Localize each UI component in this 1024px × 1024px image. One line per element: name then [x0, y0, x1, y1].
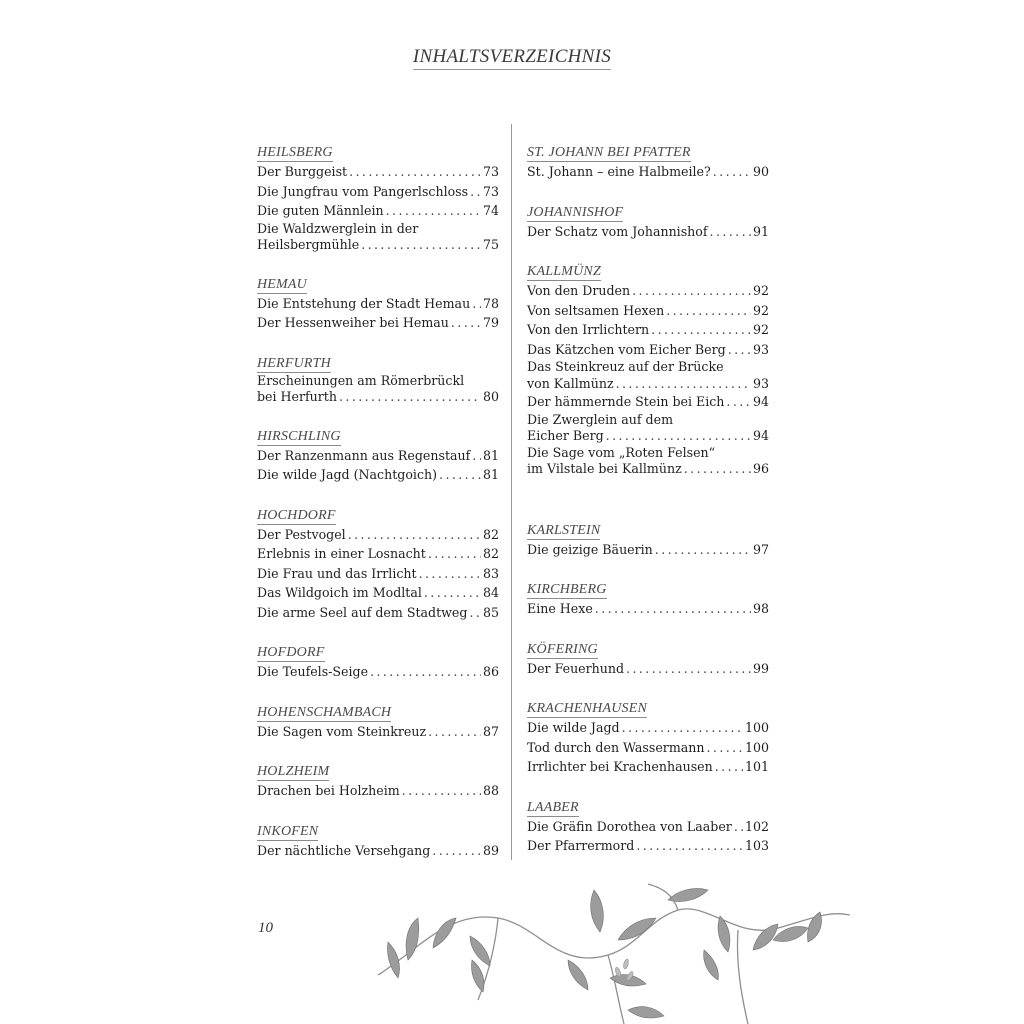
dot-leader [636, 836, 743, 856]
toc-entry[interactable] [257, 201, 499, 221]
entry-page-number: 74 [482, 203, 499, 218]
section-heading: HOCHDORF [257, 507, 336, 523]
dot-leader [349, 162, 481, 182]
entry-page-number: 88 [482, 783, 499, 798]
entry-page-number: 85 [482, 604, 499, 620]
entry-page-number: 81 [482, 447, 499, 463]
dot-leader [622, 718, 743, 738]
toc-entry[interactable] [527, 281, 769, 301]
dot-leader [606, 428, 751, 445]
section-heading: HIRSCHLING [257, 428, 341, 444]
section-heading: INKOFEN [257, 823, 319, 839]
page-title: INHALTSVERZEICHNIS [0, 46, 1024, 70]
entry-page-number: 75 [482, 237, 499, 252]
toc-entry[interactable] [257, 446, 499, 466]
entry-page-number: 84 [482, 585, 499, 600]
toc-entry[interactable] [257, 781, 499, 801]
dot-leader [472, 446, 481, 466]
entry-title-line: Die Waldzwerglein in der [257, 220, 419, 236]
entry-page-number: 100 [744, 720, 769, 735]
section-heading: HEMAU [257, 276, 307, 292]
dot-leader [651, 320, 751, 340]
entry-title: Die geizige Bäuerin [527, 541, 653, 557]
entry-title: Die wilde Jagd (Nachtgoich) [257, 467, 438, 482]
toc-entry[interactable] [527, 718, 769, 738]
dot-leader [451, 313, 481, 333]
toc-entry[interactable] [257, 221, 499, 254]
entry-page-number: 97 [752, 541, 769, 557]
toc-entry[interactable] [527, 320, 769, 340]
section-heading: KRACHENHAUSEN [527, 701, 648, 716]
toc-entry[interactable] [257, 313, 499, 333]
entry-title: Das Wildgoich im Modltal [257, 585, 422, 600]
toc-section-kallmunz [527, 263, 769, 478]
toc-section-hirschling [257, 428, 499, 485]
toc-section-st-johann-bei-pfatter [527, 144, 769, 182]
toc-entry[interactable] [527, 359, 769, 392]
toc-section-hochdorf [257, 507, 499, 623]
toc-section-inkofen [257, 823, 499, 861]
section-heading: KÖFERING [527, 641, 598, 657]
section-heading: HOHENSCHAMBACH [257, 704, 392, 720]
toc-entry[interactable] [527, 599, 769, 619]
entry-page-number: 92 [752, 302, 769, 318]
entry-title: Der Burggeist [257, 164, 348, 179]
entry-title: Von den Druden [527, 283, 631, 298]
entry-title: Der Ranzenmann aus Regenstauf [257, 447, 471, 463]
entry-title: Der Pfarrermord [527, 838, 635, 853]
dot-leader [707, 738, 743, 758]
entry-page-number: 73 [482, 183, 499, 199]
entry-page-number: 99 [752, 660, 769, 676]
entry-page-number: 91 [752, 223, 769, 239]
entry-title: Eicher Berg [527, 428, 604, 443]
toc-entry[interactable] [527, 222, 769, 242]
entry-page-number: 101 [744, 759, 769, 774]
toc-entry[interactable] [527, 757, 769, 777]
toc-entry[interactable] [257, 525, 499, 545]
entry-page-number: 87 [482, 723, 499, 739]
entry-page-number: 93 [752, 375, 769, 391]
entry-title-line: Erscheinungen am Römerbrückl [257, 372, 465, 388]
entry-page-number: 80 [482, 389, 499, 404]
entry-title: Der Feuerhund [527, 660, 625, 676]
entry-page-number: 94 [752, 428, 769, 443]
entry-page-number: 93 [752, 341, 769, 357]
entry-title: Der nächtliche Versehgang [257, 842, 431, 858]
toc-entry[interactable] [527, 412, 769, 445]
section-heading: HERFURTH [257, 355, 331, 371]
dot-leader [428, 544, 481, 564]
section-heading: HOLZHEIM [257, 764, 330, 779]
entry-page-number: 78 [482, 295, 499, 311]
dot-leader [361, 237, 481, 254]
entry-page-number: 90 [752, 164, 769, 179]
entry-title: Der Hessenweiher bei Hemau [257, 315, 449, 330]
entry-title: Von seltsamen Hexen [527, 302, 665, 318]
entry-title: Der Pestvogel [257, 526, 346, 542]
dot-leader [734, 817, 743, 837]
column-divider [511, 124, 512, 860]
dot-leader [469, 603, 481, 623]
dot-leader [339, 389, 481, 406]
dot-leader [684, 461, 751, 478]
entry-page-number: 92 [752, 322, 769, 337]
entry-page-number: 73 [482, 164, 499, 179]
entry-page-number: 89 [482, 842, 499, 858]
toc-entry[interactable] [527, 540, 769, 560]
entry-title: St. Johann – eine Halbmeile? [527, 164, 711, 179]
toc-entry[interactable] [527, 817, 769, 837]
toc-entry[interactable] [527, 162, 769, 182]
entry-title: Von den Irrlichtern [527, 322, 650, 337]
dot-leader [655, 540, 751, 560]
entry-title: Irrlichter bei Krachenhausen [527, 759, 713, 774]
toc-entry[interactable] [257, 841, 499, 861]
toc-section-holzheim [257, 763, 499, 801]
section-heading: KARLSTEIN [527, 522, 601, 538]
toc-entry[interactable] [257, 564, 499, 584]
entry-title: Das Kätzchen vom Eicher Berg [527, 341, 726, 357]
toc-column-right [527, 122, 769, 856]
dot-leader [666, 301, 751, 321]
section-heading: KIRCHBERG [527, 582, 607, 597]
section-heading: JOHANNISHOF [527, 204, 624, 220]
dot-leader [370, 662, 481, 682]
dot-leader [470, 182, 481, 202]
dot-leader [348, 525, 481, 545]
entry-page-number: 102 [744, 818, 769, 834]
dot-leader [728, 340, 751, 360]
entry-title-line: Die Sage vom „Roten Felsen“ [527, 444, 716, 460]
entry-title: Tod durch den Wassermann [527, 739, 705, 755]
toc-entry[interactable] [257, 182, 499, 202]
toc-section-hofdorf [257, 644, 499, 682]
entry-title: bei Herfurth [257, 389, 337, 404]
dot-leader [616, 376, 751, 393]
entry-page-number: 81 [482, 467, 499, 482]
dot-leader [472, 294, 481, 314]
entry-title: Der hämmernde Stein bei Eich [527, 394, 725, 409]
entry-page-number: 96 [752, 461, 769, 476]
toc-entry[interactable] [527, 445, 769, 478]
entry-page-number: 82 [482, 526, 499, 542]
toc-section-krachenhausen [527, 700, 769, 777]
toc-entry[interactable] [257, 294, 499, 314]
dot-leader [632, 281, 751, 301]
dot-leader [626, 659, 751, 679]
toc-entry[interactable] [257, 544, 499, 564]
toc-section-hemau [257, 276, 499, 333]
toc-entry[interactable] [527, 836, 769, 856]
section-heading: KALLMÜNZ [527, 264, 601, 279]
dot-leader [715, 757, 743, 777]
section-heading: ST. JOHANN BEI PFATTER [527, 145, 691, 160]
dot-leader [386, 201, 481, 221]
dot-leader [432, 841, 481, 861]
page-number: 10 [258, 920, 273, 936]
entry-title: Der Schatz vom Johannishof [527, 223, 708, 239]
toc-section-karlstein [527, 522, 769, 560]
entry-title: Die Entstehung der Stadt Hemau [257, 295, 471, 311]
section-heading: HOFDORF [257, 645, 325, 660]
entry-title: Die Jungfrau vom Pangerlschloss [257, 183, 469, 199]
entry-page-number: 98 [752, 601, 769, 616]
toc-entry[interactable] [527, 301, 769, 321]
entry-page-number: 100 [744, 739, 769, 755]
entry-title: Die Frau und das Irrlicht [257, 565, 417, 581]
toc-entry[interactable] [527, 392, 769, 412]
dot-leader [424, 583, 481, 603]
entry-page-number: 79 [482, 315, 499, 330]
vine-illustration [378, 880, 850, 1024]
toc-entry[interactable] [257, 465, 499, 485]
entry-page-number: 92 [752, 283, 769, 298]
entry-title: Die Gräfin Dorothea von Laaber [527, 818, 732, 834]
entry-title: Drachen bei Holzheim [257, 783, 400, 798]
entry-title: Eine Hexe [527, 601, 593, 616]
dot-leader [402, 781, 481, 801]
dot-leader [710, 222, 751, 242]
dot-leader [713, 162, 751, 182]
toc-entry[interactable] [257, 662, 499, 682]
entry-title: Die wilde Jagd [527, 720, 620, 735]
section-heading: LAABER [527, 799, 579, 815]
toc-entry[interactable] [527, 659, 769, 679]
dot-leader [428, 722, 481, 742]
toc-section-kofering [527, 641, 769, 679]
toc-entry[interactable] [257, 603, 499, 623]
entry-title: Die arme Seel auf dem Stadtweg [257, 604, 468, 620]
entry-title: Die guten Männlein [257, 203, 384, 218]
toc-entry[interactable] [257, 722, 499, 742]
entry-page-number: 86 [482, 664, 499, 679]
dot-leader [726, 392, 751, 412]
entry-page-number: 82 [482, 546, 499, 561]
entry-title: Die Teufels-Seige [257, 664, 369, 679]
entry-title: Erlebnis in einer Losnacht [257, 546, 426, 561]
dot-leader [439, 465, 481, 485]
toc-section-heilsberg [257, 144, 499, 254]
toc-section-johannishof [527, 204, 769, 242]
toc-entry[interactable] [527, 738, 769, 758]
entry-title-line: Die Zwerglein auf dem [527, 411, 674, 427]
entry-title: Heilsbergmühle [257, 237, 360, 252]
entry-page-number: 94 [752, 394, 769, 409]
entry-title: im Vilstale bei Kallmünz [527, 461, 682, 476]
entry-title: Die Sagen vom Steinkreuz [257, 723, 427, 739]
entry-title: von Kallmünz [527, 375, 614, 391]
toc-section-laaber [527, 799, 769, 856]
entry-page-number: 103 [744, 838, 769, 853]
toc-entry[interactable] [527, 340, 769, 360]
toc-section-herfurth [257, 355, 499, 406]
dot-leader [595, 599, 751, 619]
toc-entry[interactable] [257, 162, 499, 182]
toc-entry[interactable] [257, 373, 499, 406]
entry-page-number: 83 [482, 565, 499, 581]
toc-entry[interactable] [257, 583, 499, 603]
toc-section-hohenschambach [257, 704, 499, 742]
toc-column-left [257, 122, 499, 860]
dot-leader [419, 564, 481, 584]
toc-section-kirchberg [527, 581, 769, 619]
entry-title-line: Das Steinkreuz auf der Brücke [527, 359, 724, 374]
section-heading: HEILSBERG [257, 145, 333, 160]
